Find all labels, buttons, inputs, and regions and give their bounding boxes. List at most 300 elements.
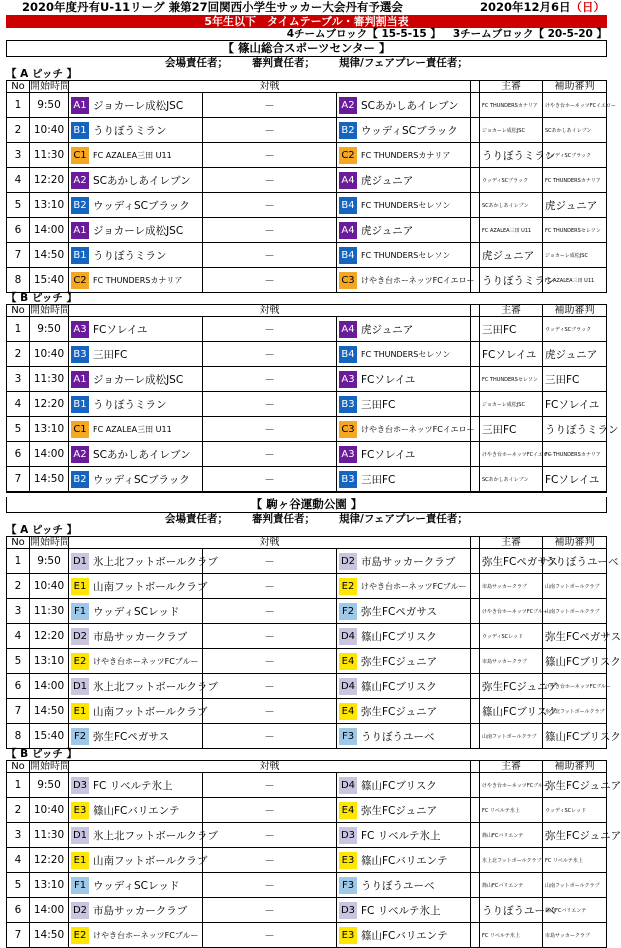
header-match: 対戦 [69, 81, 471, 93]
team-away [337, 923, 470, 947]
pitch-label: 【 B ピッチ 】 [6, 748, 78, 760]
team-cell-home [69, 898, 203, 923]
versus-mark: － [203, 93, 337, 118]
team-cell-away [337, 624, 471, 649]
team-away [337, 724, 470, 748]
team-cell-home [69, 317, 203, 342]
team-away [337, 268, 475, 292]
row-gap [471, 317, 480, 342]
team-code-badge: A1 [71, 97, 89, 114]
match-no: 6 [7, 442, 30, 467]
team-cell-away [337, 898, 471, 923]
team-cell-home [69, 923, 203, 948]
team-cell-away [337, 649, 471, 674]
table-header-row [7, 761, 607, 773]
versus-mark: － [203, 898, 337, 923]
row-gap [471, 193, 480, 218]
versus-mark: － [203, 649, 337, 674]
assistant-team: FC THUNDERSセレソン [543, 218, 607, 243]
team-code-badge: A2 [339, 97, 357, 114]
team-code-badge: B2 [339, 122, 357, 139]
match-no: 2 [7, 574, 30, 599]
team-home [69, 168, 202, 192]
match-no: 7 [7, 699, 30, 724]
referee-team: 市島サッカークラブ [480, 649, 543, 674]
team-cell-away [337, 467, 471, 492]
start-time: 14:50 [30, 467, 69, 492]
team-code-badge: B3 [339, 396, 357, 413]
versus-mark: － [203, 549, 337, 574]
team-home [69, 143, 202, 167]
team-cell-home [69, 699, 208, 724]
start-time: 10:40 [30, 118, 69, 143]
row-gap [471, 823, 480, 848]
table-row [7, 798, 607, 823]
start-time: 13:10 [30, 649, 69, 674]
team-away [337, 367, 470, 391]
team-home [69, 118, 202, 142]
team-code-badge: C1 [71, 147, 89, 164]
versus-mark: － [203, 392, 337, 417]
team-away [337, 699, 470, 723]
match-no: 3 [7, 599, 30, 624]
start-time: 13:10 [30, 417, 69, 442]
team-cell-away [337, 342, 471, 367]
assistant-team: うりぼうミラン [543, 417, 607, 442]
team-home [69, 268, 202, 292]
team-code-badge: E2 [71, 653, 89, 670]
table-row [7, 624, 607, 649]
match-no: 2 [7, 798, 30, 823]
versus-mark: － [203, 168, 337, 193]
match-no: 4 [7, 168, 30, 193]
row-gap [471, 367, 480, 392]
team-home [69, 823, 218, 847]
assistant-team: 三田FC [543, 367, 607, 392]
fairplay-manager-label: 規律/フェアプレー責任者； [339, 57, 468, 69]
team-name: FC AZALEA三田 U11 [93, 424, 172, 434]
team-cell-away [337, 268, 475, 293]
team-code-badge: B4 [339, 197, 357, 214]
schedule-table [6, 304, 619, 492]
row-gap [471, 168, 480, 193]
referee-team: けやき台ホーネッツFCブルー [480, 599, 543, 624]
team-home [69, 798, 202, 822]
row-gap [471, 674, 480, 699]
team-away [337, 649, 470, 673]
assistant-team: ジョカーレ成松JSC [543, 243, 607, 268]
team-code-badge: A4 [339, 222, 357, 239]
header-assistant: 補助審判 [543, 81, 607, 93]
table-row [7, 392, 607, 417]
team-code-badge: E1 [71, 852, 89, 869]
team-code-badge: C3 [339, 421, 357, 438]
match-no: 3 [7, 367, 30, 392]
team-name: ウッディSCブラック [93, 199, 190, 212]
header-no: No [7, 81, 30, 93]
team-away [337, 218, 470, 242]
team-name: うりぼうミラン [93, 249, 167, 262]
team-code-badge: A2 [71, 172, 89, 189]
venues-container [0, 41, 621, 948]
team-code-badge: D2 [339, 553, 357, 570]
team-name: 市島サッカークラブ [93, 904, 188, 917]
table-row [7, 549, 607, 574]
referee-team: 篠山FCバリエンテ [480, 823, 543, 848]
assistant-team: 篠山FCブリスク [543, 724, 607, 749]
pitch-label: 【 B ピッチ 】 [6, 292, 78, 304]
team-name: FC リベルテ氷上 [361, 904, 441, 917]
table-header-row [7, 537, 607, 549]
team-name: 篠山FCバリエンテ [361, 929, 448, 942]
start-time: 9:50 [30, 773, 69, 798]
referee-team: FC THUNDERSセレソン [480, 367, 543, 392]
start-time: 9:50 [30, 549, 69, 574]
header-match: 対戦 [69, 305, 471, 317]
start-time: 12:20 [30, 392, 69, 417]
header-start: 開始時間 [30, 537, 70, 548]
team-name: 山南フットボールクラブ [93, 854, 208, 867]
team-code-badge: D4 [339, 678, 357, 695]
versus-mark: － [203, 268, 337, 293]
table-row [7, 898, 607, 923]
start-time: 14:50 [30, 699, 69, 724]
team-cell-away [337, 549, 471, 574]
team-home [69, 898, 202, 922]
referee-team: 山南フットボールクラブ [480, 724, 543, 749]
table-row [7, 143, 607, 168]
team-name: 山南フットボールクラブ [93, 705, 208, 718]
team-away [337, 342, 470, 366]
start-time: 9:50 [30, 93, 69, 118]
referee-team: 三田FC [480, 317, 543, 342]
team-code-badge: B1 [71, 247, 89, 264]
start-time: 14:00 [30, 898, 69, 923]
referee-team: ジョカーレ成松JSC [480, 392, 543, 417]
table-row [7, 724, 607, 749]
team-code-badge: B4 [339, 346, 357, 363]
team-cell-home [69, 798, 203, 823]
team-home [69, 367, 202, 391]
team-cell-home [69, 143, 203, 168]
team-code-badge: A3 [71, 321, 89, 338]
team-name: ウッディSCレッド [93, 879, 180, 892]
start-time: 12:20 [30, 848, 69, 873]
assistant-team: 弥生FCジュニア [543, 773, 607, 798]
pitch-label: 【 A ピッチ 】 [6, 68, 78, 80]
team-home [69, 193, 202, 217]
header-gap [471, 761, 480, 773]
referee-team: ウッディSCブラック [480, 168, 543, 193]
team-name: けやき台ホーネッツFCブルー [93, 930, 199, 940]
team-cell-home [69, 93, 203, 118]
match-no: 1 [7, 549, 30, 574]
assistant-team: 弥生FCジュニア [543, 823, 607, 848]
team-away [337, 873, 470, 897]
team-code-badge: C2 [71, 272, 89, 289]
referee-team: FC AZALEA三田 U11 [480, 218, 543, 243]
start-time: 11:30 [30, 599, 69, 624]
team-away [337, 823, 470, 847]
team-code-badge: B3 [339, 471, 357, 488]
team-code-badge: B2 [71, 471, 89, 488]
header-referee: 主審 [480, 761, 543, 773]
header-assistant: 補助審判 [543, 761, 607, 773]
referee-team: 弥生FCペガサス [480, 549, 543, 574]
team-home [69, 923, 202, 947]
team-away [337, 798, 470, 822]
referee-team: FC THUNDERSカナリア [480, 93, 543, 118]
team-code-badge: B4 [339, 247, 357, 264]
assistant-team: FCソレイユ [543, 467, 607, 492]
team-code-badge: E3 [339, 852, 357, 869]
table-row [7, 218, 607, 243]
table-row [7, 442, 607, 467]
referee-team: 市島サッカークラブ [480, 574, 543, 599]
team-cell-home [69, 243, 203, 268]
assistant-team: FC AZALEA三田 U11 [543, 268, 607, 293]
assistant-team: うりぼうユーベ [543, 549, 607, 574]
team-name: FC AZALEA三田 U11 [93, 150, 172, 160]
team-home [69, 724, 202, 748]
match-no: 5 [7, 193, 30, 218]
team-name: 弥生FCペガサス [361, 605, 437, 618]
table-header-row [7, 81, 607, 93]
team-cell-home [69, 649, 203, 674]
responsibility-row [6, 57, 607, 69]
versus-mark: － [203, 342, 337, 367]
team-cell-home [69, 599, 203, 624]
team-code-badge: D3 [339, 827, 357, 844]
team-code-badge: B2 [71, 197, 89, 214]
team-name: FC THUNDERSセレソン [361, 200, 451, 210]
team-name: FC リベルテ氷上 [361, 829, 441, 842]
team-home [69, 342, 202, 366]
team-name: ジョカーレ成松JSC [93, 99, 184, 112]
team-home [69, 873, 202, 897]
team-cell-home [69, 218, 203, 243]
referee-team: けやき台ホーネッツFCイエロー [480, 442, 543, 467]
team-name: うりぼうミラン [93, 124, 167, 137]
referee-team: FC リベルテ氷上 [480, 923, 543, 948]
team-code-badge: C1 [71, 421, 89, 438]
table-row [7, 674, 607, 699]
team-cell-away [337, 218, 471, 243]
team-cell-home [69, 168, 203, 193]
start-time: 12:20 [30, 624, 69, 649]
match-no: 4 [7, 848, 30, 873]
team-away [337, 193, 470, 217]
assistant-team: 氷上北フットボールクラブ [543, 699, 607, 724]
team-code-badge: F2 [339, 603, 357, 620]
table-row [7, 873, 607, 898]
referee-team: FCソレイユ [480, 342, 543, 367]
team-cell-away [337, 143, 471, 168]
team-code-badge: E4 [339, 802, 357, 819]
referee-team: うりぼうユーベ [480, 898, 543, 923]
assistant-team: FCソレイユ [543, 392, 607, 417]
team-cell-home [69, 848, 208, 873]
team-name: 山南フットボールクラブ [93, 580, 208, 593]
page-title: 2020年度丹有U-11リーグ 兼第27回関西小学生サッカー大会丹有予選会 [22, 0, 403, 14]
team-name: ウッディSCレッド [93, 605, 180, 618]
team-cell-away [337, 367, 471, 392]
subtitle-bar: 5年生以下 タイムテーブル・審判割当表 [6, 15, 607, 28]
table-row [7, 574, 607, 599]
team-cell-home [69, 773, 203, 798]
team-code-badge: E3 [71, 802, 89, 819]
assistant-team: 山南フットボールクラブ [543, 574, 607, 599]
match-no: 5 [7, 649, 30, 674]
team-name: 市島サッカークラブ [361, 555, 456, 568]
team-away [337, 599, 470, 623]
row-gap [471, 143, 480, 168]
team-code-badge: F3 [339, 877, 357, 894]
row-gap [471, 549, 480, 574]
header-no: No [7, 305, 30, 317]
team-name: 弥生FCジュニア [361, 705, 438, 718]
table-row [7, 773, 607, 798]
team-code-badge: A1 [71, 222, 89, 239]
assistant-team: 虎ジュニア [543, 342, 607, 367]
team-code-badge: B3 [71, 346, 89, 363]
team-name: 氷上北フットボールクラブ [93, 555, 218, 568]
header-gap [471, 537, 480, 549]
team-code-badge: D3 [339, 902, 357, 919]
team-cell-home [69, 467, 203, 492]
header-referee: 主審 [480, 537, 543, 549]
versus-mark: － [203, 848, 337, 873]
table-row [7, 699, 607, 724]
match-no: 7 [7, 923, 30, 948]
team-code-badge: E2 [71, 927, 89, 944]
table-header-row [7, 305, 607, 317]
team-name: 篠山FCブリスク [361, 630, 437, 643]
team-name: 市島サッカークラブ [93, 630, 188, 643]
team-cell-home [69, 118, 203, 143]
team-code-badge: D4 [339, 628, 357, 645]
table-row [7, 193, 607, 218]
team-cell-away [337, 243, 471, 268]
team-away [337, 442, 470, 466]
team-name: ウッディSCブラック [361, 124, 458, 137]
match-no: 6 [7, 218, 30, 243]
fairplay-manager-label: 規律/フェアプレー責任者； [339, 513, 468, 525]
team-name: FCソレイユ [361, 373, 416, 386]
assistant-team: SCあかしあイレブン [543, 118, 607, 143]
assistant-team: けやき台ホーネッツFCイエロー [543, 93, 607, 118]
referee-team: ウッディSCレッド [480, 624, 543, 649]
table-row [7, 467, 607, 492]
event-date [480, 0, 605, 15]
team-home [69, 848, 208, 872]
assistant-team: ウッディSCブラック [543, 143, 607, 168]
match-no: 4 [7, 624, 30, 649]
header-start: 開始時間 [30, 761, 70, 772]
match-no: 7 [7, 467, 30, 492]
start-time: 14:50 [30, 923, 69, 948]
team-name: うりぼうユーベ [361, 879, 435, 892]
table-row [7, 93, 607, 118]
team-name: けやき台ホーネッツFCブルー [361, 581, 467, 591]
day-of-week: （日） [570, 0, 605, 14]
team-cell-away [337, 599, 471, 624]
header-start: 開始時間 [30, 81, 70, 92]
team-name: 三田FC [361, 398, 396, 411]
team-cell-home [69, 268, 203, 293]
team-code-badge: F2 [71, 728, 89, 745]
team-cell-away [337, 699, 471, 724]
table-row [7, 317, 607, 342]
referee-team: うりぼうミラン [480, 268, 543, 293]
match-no: 4 [7, 392, 30, 417]
team-name: ジョカーレ成松JSC [93, 224, 184, 237]
team-cell-home [69, 823, 218, 848]
team-code-badge: D1 [71, 678, 89, 695]
table-row [7, 649, 607, 674]
match-no: 3 [7, 823, 30, 848]
assistant-team: 山南フットボールクラブ [543, 873, 607, 898]
team-name: FCソレイユ [361, 448, 416, 461]
team-code-badge: A1 [71, 371, 89, 388]
team-name: SCあかしあイレブン [93, 174, 191, 187]
team-name: 弥生FCジュニア [361, 804, 438, 817]
table-row [7, 848, 607, 873]
team-home [69, 773, 202, 797]
header-match: 対戦 [69, 537, 471, 549]
team-name: 弥生FCジュニア [361, 655, 438, 668]
assistant-team: 篠山FCブリスク [543, 649, 607, 674]
team-cell-away [337, 773, 471, 798]
row-gap [471, 442, 480, 467]
team-cell-home [69, 392, 203, 417]
table-row [7, 923, 607, 948]
team-code-badge: E3 [339, 927, 357, 944]
team-away [337, 848, 470, 872]
row-gap [471, 699, 480, 724]
team-home [69, 549, 218, 573]
header-assistant: 補助審判 [543, 537, 607, 549]
match-no: 6 [7, 674, 30, 699]
team-code-badge: C2 [339, 147, 357, 164]
team-code-badge: E2 [339, 578, 357, 595]
team-name: けやき台ホーネッツFCイエロー [361, 275, 475, 285]
team-away [337, 243, 470, 267]
referee-team: FC リベルテ氷上 [480, 798, 543, 823]
versus-mark: － [203, 624, 337, 649]
referee-team: 篠山FCブリスク [480, 699, 543, 724]
team-home [69, 243, 202, 267]
team-code-badge: E1 [71, 703, 89, 720]
start-time: 11:30 [30, 367, 69, 392]
versus-mark: － [203, 674, 337, 699]
team-cell-home [69, 342, 203, 367]
team-code-badge: D1 [71, 827, 89, 844]
table-row [7, 823, 607, 848]
team-name: FC THUNDERSセレソン [361, 349, 451, 359]
team-name: 弥生FCペガサス [93, 730, 169, 743]
versus-mark: － [203, 467, 337, 492]
start-time: 10:40 [30, 574, 69, 599]
team-cell-home [69, 674, 218, 699]
start-time: 14:00 [30, 218, 69, 243]
table-row [7, 599, 607, 624]
row-gap [471, 898, 480, 923]
versus-mark: － [203, 367, 337, 392]
versus-mark: － [203, 873, 337, 898]
team-cell-away [337, 574, 471, 599]
team-home [69, 574, 208, 598]
